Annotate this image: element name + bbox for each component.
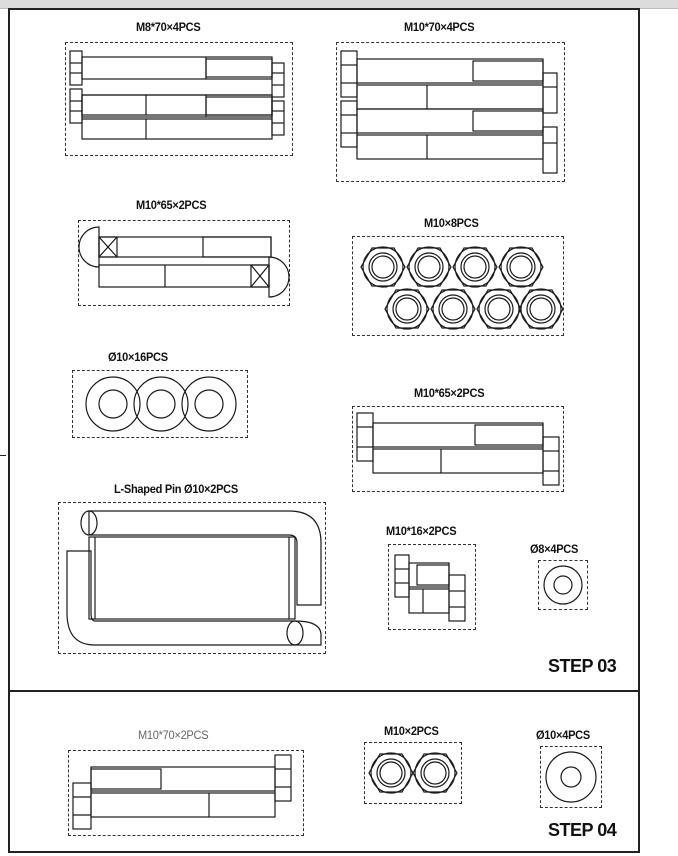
edge-tick xyxy=(0,455,6,456)
hex-bolt-icon xyxy=(389,545,475,629)
flat-washer-icon xyxy=(541,747,601,807)
part-label-m10-nut-2: M10×2PCS xyxy=(384,724,439,738)
part-label-washer-8-4: Ø8×4PCS xyxy=(530,542,579,556)
part-label-m10-nut-8: M10×8PCS xyxy=(424,216,479,230)
part-label-m10-16: M10*16×2PCS xyxy=(386,524,457,538)
hex-bolt-icon xyxy=(337,43,564,181)
step-03-label: STEP 03 xyxy=(548,656,617,676)
part-label-m10-65-carriage: M10*65×2PCS xyxy=(136,198,207,212)
step-divider xyxy=(8,690,640,692)
part-label-l-pin: L-Shaped Pin Ø10×2PCS xyxy=(114,482,238,496)
step-04-label: STEP 04 xyxy=(548,820,617,840)
hex-bolt-icon xyxy=(66,43,292,155)
part-label-washer-10-4: Ø10×4PCS xyxy=(536,728,590,742)
part-label-m8-70: M8*70×4PCS xyxy=(136,20,201,34)
part-label-m10-70-4: M10*70×4PCS xyxy=(404,20,475,34)
hex-nut-icon xyxy=(353,237,563,335)
flat-washer-icon xyxy=(539,561,587,609)
carriage-bolt-icon xyxy=(79,221,289,305)
part-label-washer-10-16: Ø10×16PCS xyxy=(108,350,168,364)
hex-bolt-icon xyxy=(69,751,303,835)
hex-bolt-icon xyxy=(353,407,563,491)
part-label-m10-65-hex: M10*65×2PCS xyxy=(414,386,485,400)
l-shaped-pin-icon xyxy=(59,503,325,653)
flat-washer-icon xyxy=(73,371,247,437)
part-label-m10-70-2: M10*70×2PCS xyxy=(138,728,209,742)
hex-nut-icon xyxy=(365,743,461,803)
